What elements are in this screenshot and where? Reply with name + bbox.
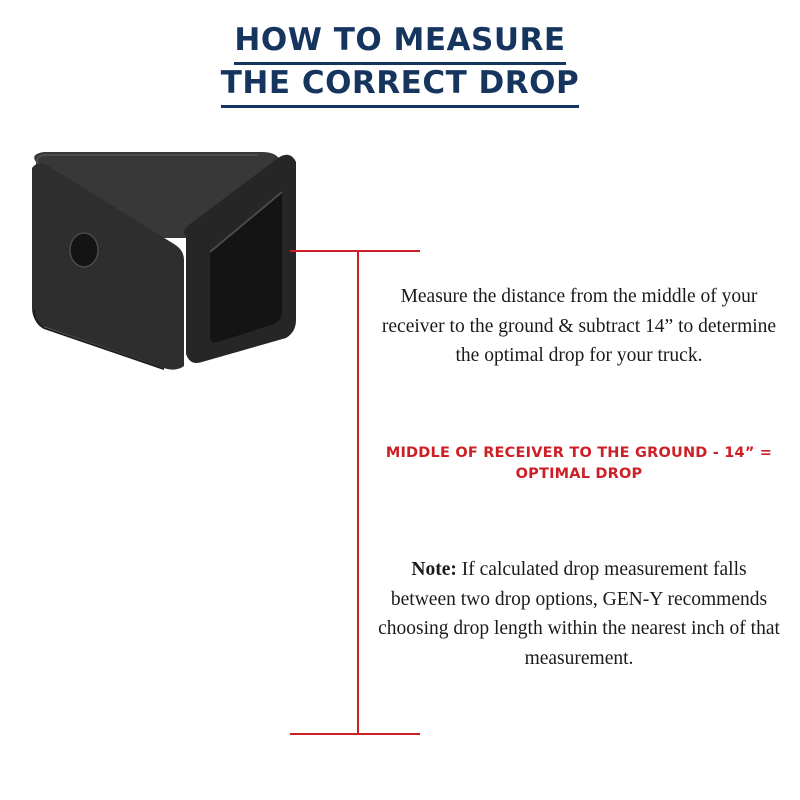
explanation-column: [378, 282, 780, 673]
leader-line-vertical: [357, 250, 359, 735]
formula-callout-line-1: MIDDLE OF RECEIVER TO THE GROUND - 14” =: [385, 444, 773, 461]
note-label: Note:: [411, 558, 457, 580]
leader-line-bottom: [290, 733, 420, 735]
hitch-receiver-illustration: [14, 140, 314, 370]
formula-callout: [378, 443, 780, 485]
note-text: [378, 555, 780, 674]
title-line-1: HOW TO MEASURE: [234, 22, 565, 65]
formula-callout-line-2: OPTIMAL DROP: [515, 465, 643, 482]
instruction-text: Measure the distance from the middle of your receiver to the ground & subtract 14” to determine the optimal drop for your truck.: [381, 286, 777, 367]
page-title: [0, 22, 800, 108]
title-line-2: THE CORRECT DROP: [221, 65, 579, 108]
note-body: If calculated drop measurement falls between two drop options, GEN-Y recommends choosing drop length within the nearest inch of that measurement.: [378, 558, 780, 669]
leader-line-top: [290, 250, 420, 252]
